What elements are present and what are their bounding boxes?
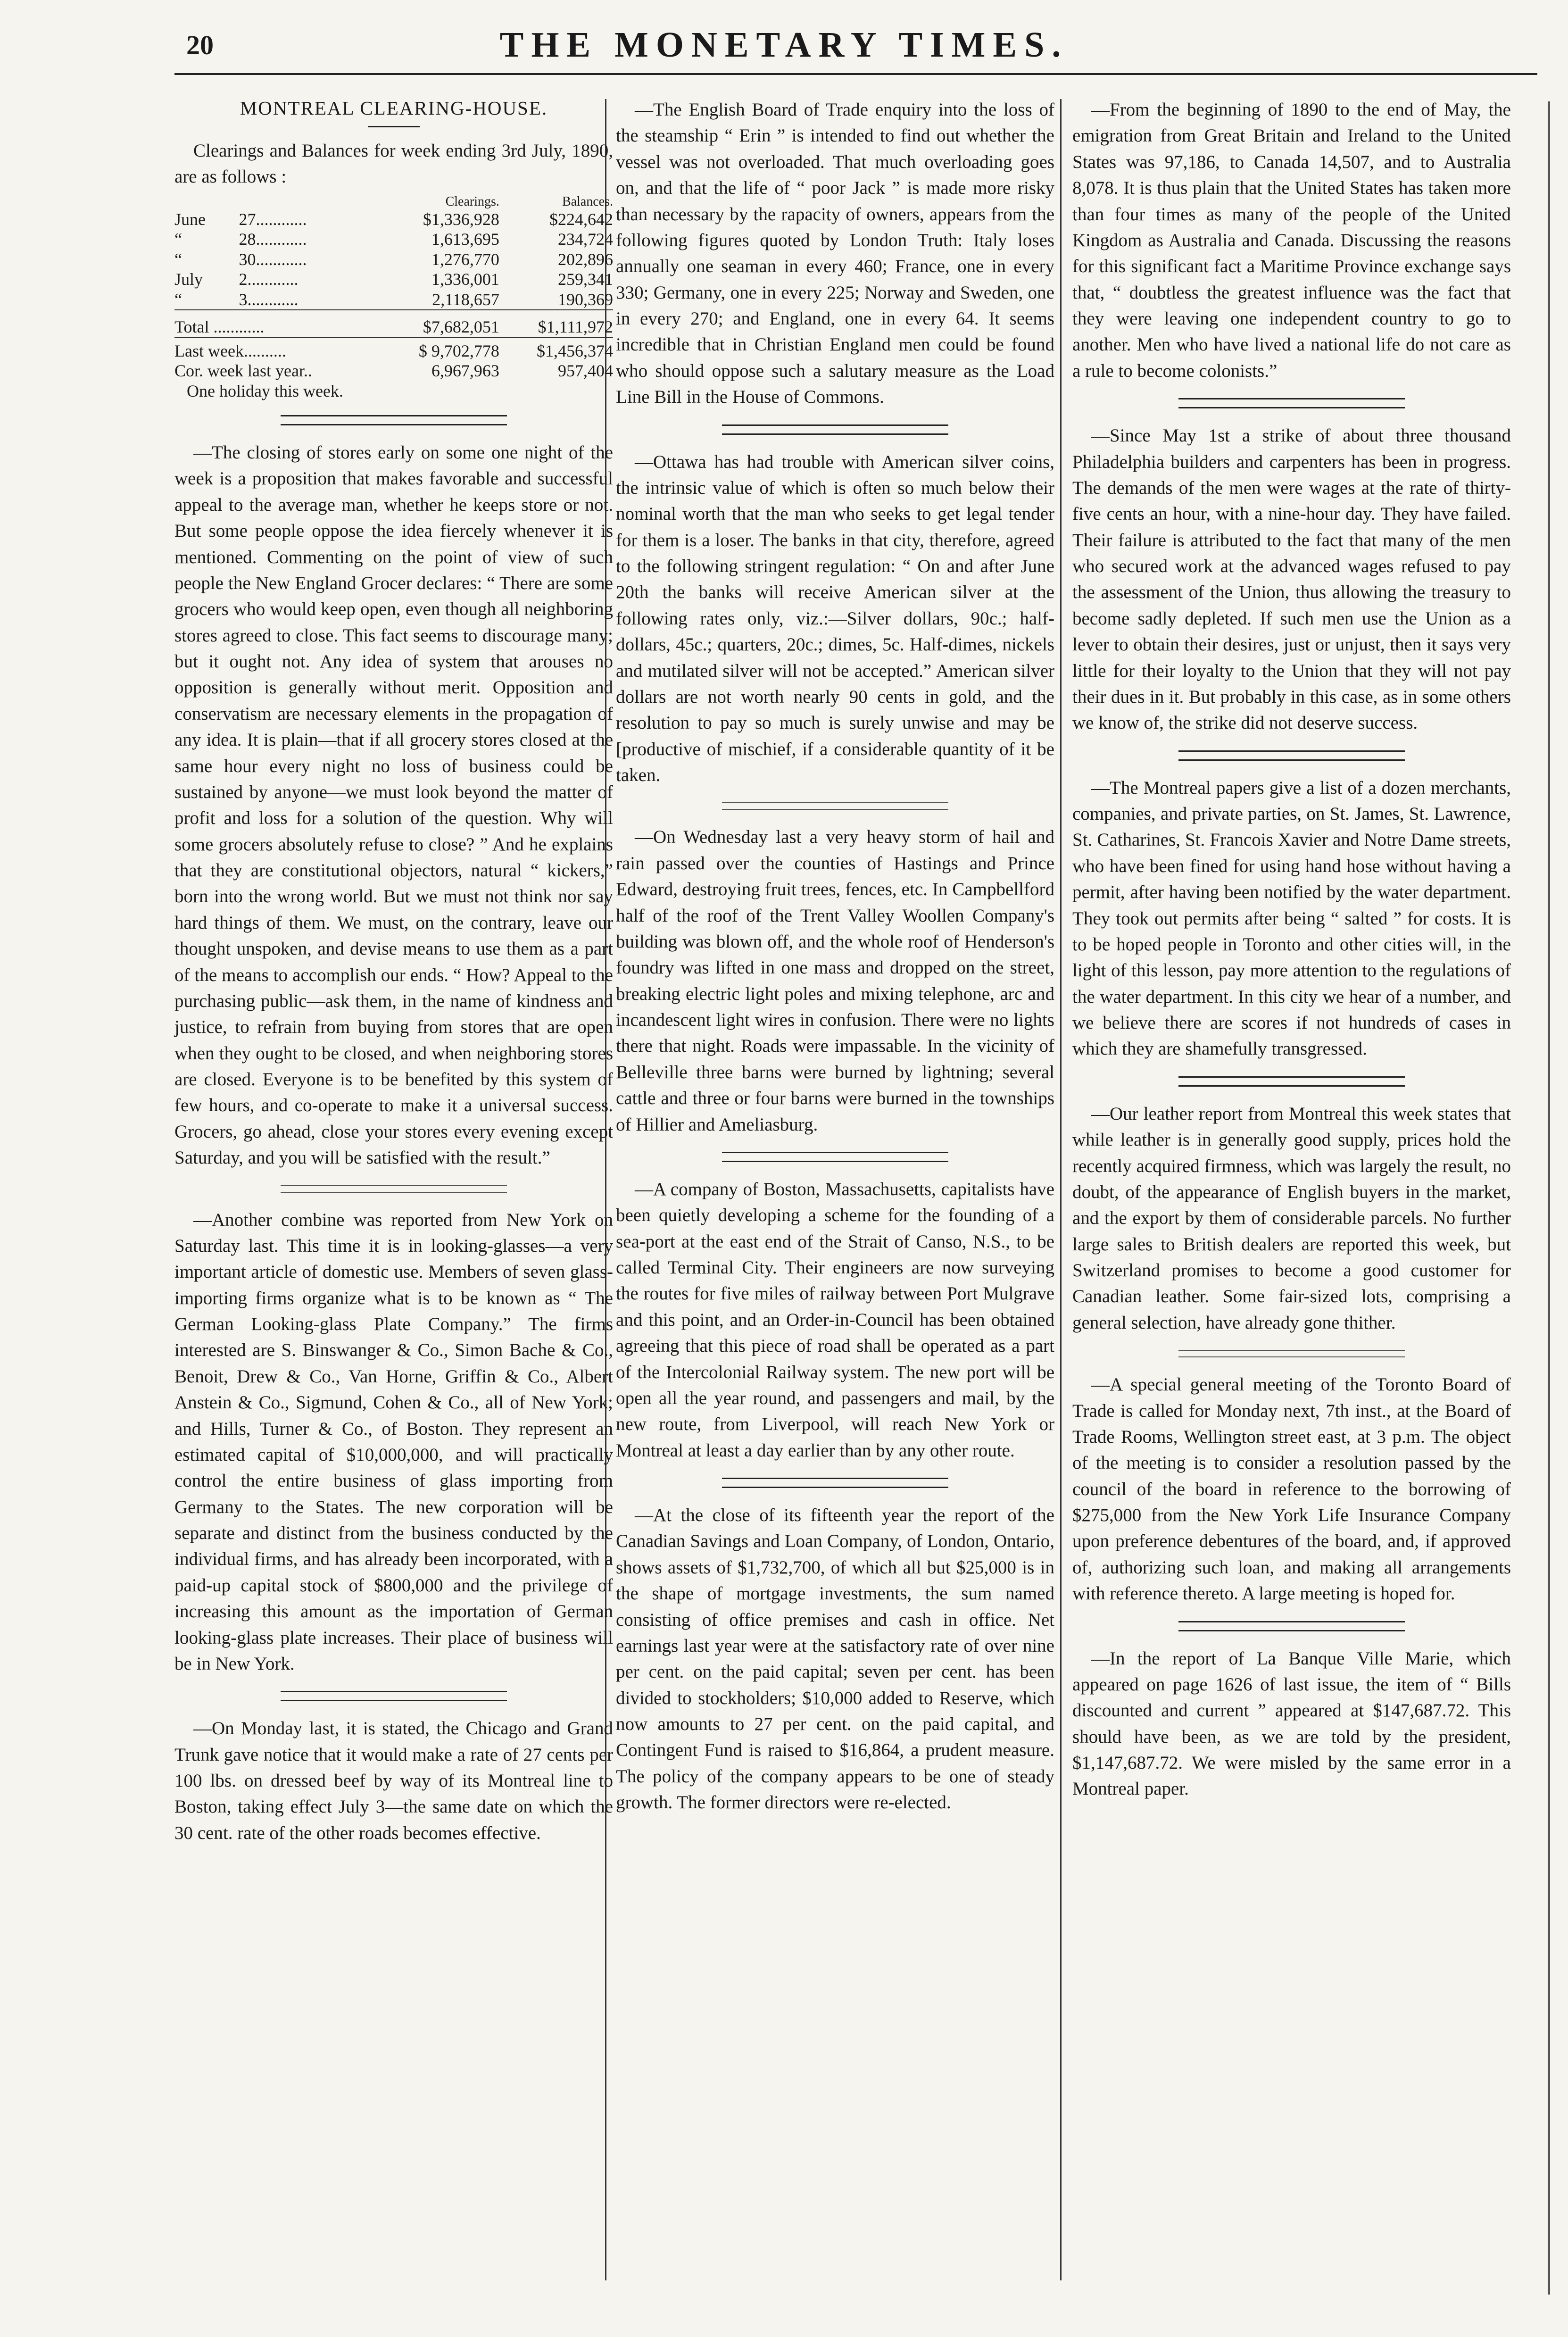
column-2 bbox=[616, 97, 1054, 1816]
row-balances: 259,341 bbox=[558, 270, 613, 289]
section-separator bbox=[281, 1691, 507, 1701]
row-month: June bbox=[174, 209, 206, 229]
article-philadelphia-strike: —Since May 1st a strike of about three thousand Philadelphia builders and carpenters has been in progress. The demands of the men were wages at the rate of thirty-five cents an hour, with a nine-hour day. They have failed. Their failure is attributed to the fact that many of the men who secured work at the advanced wages refused to pay the assessment of the Union, thus allowing the treasury to become sadly depleted. If such men use the Union as a lever to obtain their desires, just or unjust, then it says very little for their loyalty to the Union that they will not pay their dues in it. But probably in this case, as in some others we know of, the strike did not deserve success. bbox=[1072, 425, 1511, 733]
article-erin-enquiry: —The English Board of Trade enquiry into the loss of the steamship “ Erin ” is intended to find out whether the vessel was not overloaded. That much overloading goes on, and that the life of “ poor Jack ” is made more risky than necessary by the rapacity of owners, appears from the following figures quoted by London Truth: Italy loses annually one seaman in every 460; France, one in every 330; Germany, one in every 225; Norway and Sweden, one in every 270; and England, one in every 64. It seems incredible that in Christian England men could be found who should oppose such a salutary measure as the Load Line Bill in the House of Commons. bbox=[616, 100, 1054, 408]
row-clearings: $1,336,928 bbox=[423, 209, 499, 229]
row-balances: 190,369 bbox=[558, 290, 613, 309]
masthead bbox=[0, 0, 1568, 90]
cor-week-balances: 957,404 bbox=[558, 361, 613, 381]
article-banque-ville-marie: —In the report of La Banque Ville Marie, which appeared on page 1626 of last issue, the item of “ Bills discounted and current ” appeared at $147,687.72. This should have been, as we are told by the president, $1,147,687.72. We were misled by the same error in a Montreal paper. bbox=[1072, 1648, 1511, 1799]
newspaper-title: THE MONETARY TIMES. bbox=[499, 25, 1069, 65]
total-clearings: $7,682,051 bbox=[423, 317, 499, 337]
article-emigration: —From the beginning of 1890 to the end of May, the emigration from Great Britain and Ireland to the United States was 97,186, to Canada 14,507, and to Australia 8,078. It is thus plain that the United States has taken more than four times as many of the people of the United Kingdom as Australia and Canada. Discussing the reasons for this significant fact a Maritime Province exchange says that, “ doubtless the greatest influence was the fact that they were leaving one independent country to go to another. Men who have lived a national life do not care as a rule to become colonists.” bbox=[1072, 100, 1511, 381]
column-3 bbox=[1072, 97, 1511, 1802]
section-separator bbox=[722, 802, 948, 810]
article-hail-storm: —On Wednesday last a very heavy storm of hail and rain passed over the counties of Hastings and Prince Edward, destroying fruit trees, fences, etc. In Campbellford half of the roof of the Trent Valley Woollen Company's building was blown off, and the whole roof of Henderson's foundry was lifted in one mass and dropped on the street, breaking electric light poles and mixing telephone, arc and incandescent light wires in confusion. There were no lights there that night. Roads were impassable. In the vicinity of Belleville three barns were burned by lightning; several cattle and three or four barns were burned in the townships of Hillier and Ameliasburg. bbox=[616, 827, 1054, 1135]
row-balances: 202,896 bbox=[558, 250, 613, 269]
row-day: 3 bbox=[239, 290, 248, 309]
headline-rule bbox=[368, 126, 420, 127]
section-separator bbox=[1178, 1621, 1405, 1631]
row-clearings: 1,613,695 bbox=[431, 230, 499, 249]
section-separator bbox=[722, 1152, 948, 1162]
article-leather-report: —Our leather report from Montreal this week states that while leather is in generally good supply, prices hold the recently acquired firmness, which was largely the result, no doubt, of the appearance of English buyers in the market, and the export by them of considerable parcels. No further large sales to British dealers are reported this week, but Switzerland promises to become a good customer for Canadian leather. Some fair-sized lots, comprising a general selection, have already gone thither. bbox=[1072, 1103, 1511, 1333]
cor-week-label: Cor. week last year.. bbox=[174, 361, 312, 381]
section-separator bbox=[722, 1478, 948, 1488]
row-clearings: 2,118,657 bbox=[432, 290, 499, 309]
section-separator bbox=[1178, 1350, 1405, 1357]
article-board-of-trade-meeting: —A special general meeting of the Toronto Board of Trade is called for Monday next, 7th inst., at the Board of Trade Rooms, Wellington street east, at 3 p.m. The object of the meeting is to consider a resolution passed by the council of the board in reference to the borrowing of $275,000 from the New York Life Insurance Company upon preference debentures of the board, and, if approved of, authorizing such loan, and making all arrangements with reference thereto. A large meeting is hoped for. bbox=[1072, 1374, 1511, 1604]
row-clearings: 1,276,770 bbox=[431, 250, 499, 269]
row-balances: 234,724 bbox=[558, 230, 613, 249]
article-terminal-city: —A company of Boston, Massachusetts, capitalists have been quietly developing a scheme for the founding of a sea-port at the east end of the Strait of Canso, N.S., to be called Terminal City. Their engineers are now surveying the routes for five miles of railway between Port Mulgrave and this point, and an Order-in-Council has been obtained agreeing that this piece of road shall be operated as a part of the Intercolonial Railway system. The new port will be open all the year round, and passengers and mail, by the new route, from Liverpool, will reach New York or Montreal at least a day earlier than by any other route. bbox=[616, 1179, 1054, 1461]
column-divider-2 bbox=[1060, 99, 1062, 2280]
section-separator bbox=[281, 1185, 507, 1193]
col-header-clearings: Clearings. bbox=[445, 194, 499, 209]
total-row bbox=[174, 313, 613, 337]
table-row: “ 30............ 1,276,770 202,896 bbox=[174, 250, 613, 269]
page-number: 20 bbox=[186, 30, 214, 60]
row-month: July bbox=[174, 270, 203, 289]
row-day: 27 bbox=[239, 209, 256, 229]
last-week-label: Last week.......... bbox=[174, 341, 286, 360]
clearings-table bbox=[174, 194, 613, 401]
article-early-closing: —The closing of stores early on some one night of the week is a proposition that makes favorable and successful appeal to the average man, whether he keeps store or not. But some people oppose the idea fiercely whenever it is mentioned. Commenting on the point of view of such people the New England Grocer declares: “ There are some grocers who would keep open, even though all neighboring stores agreed to close. This fact seems to discourage many; but it ought not. Any idea of system that arouses no opposition is generally without merit. Opposition and conservatism are necessary elements in the propagation of any idea. It is plain—that if all grocery stores closed at the same hour every night no loss of business could be sustained by anyone—we must look beyond the matter of profit and loss for a solution of the question. Why will some grocers absolutely refuse to close? ” And he explains that they are constitutional objectors, natural “ kickers,” born into the wrong world. But we must not think nor say hard things of them. We must, on the contrary, leave our thought unspoken, and devise means to use them as a part of the means to accomplish our ends. “ How? Appeal to the purchasing public—ask them, in the name of kindness and justice, to refrain from buying from stores that are open when they ought to be closed, and when neighboring stores are closed. Everyone is to be benefited by this system of few hours, and co-operate to make it a universal success. Grocers, go ahead, close your stores every evening except Saturday, and you will be satisfied with the result.” bbox=[174, 442, 613, 1168]
article-american-silver: —Ottawa has had trouble with American silver coins, the intrinsic value of which is often so much below their nominal worth that the man who seeks to get legal tender for them is a loser. The banks in that city, therefore, agreed to the following stringent regulation: “ On and after June 20th the banks will receive American silver at the following rates only, viz.:—Silver dollars, 90c.; half-dollars, 45c.; quarters, 20c.; dimes, 5c. Half-dimes, nickels and mutilated silver will not be accepted.” American silver dollars are not worth nearly 90 cents in gold, and the resolution to pay so much is surely unwise and may be [productive of mischief, if a considerable quantity of it be taken. bbox=[616, 451, 1054, 785]
table-row: July 2............ 1,336,001 259,341 bbox=[174, 270, 613, 289]
article-hand-hose-fines: —The Montreal papers give a list of a dozen merchants, companies, and private parties, on St. James, St. Lawrence, St. Catharines, St. Francois Xavier and Notre Dame streets, who have been fined for using hand hose without having a permit, after having been notified by the water department. They took out permits after being “ salted ” for costs. It is to be hoped people in Toronto and other cities will, in the light of this lesson, pay more attention to the regulations of the water department. In this city we hear of a number, and we believe there are scores if not hundreds of cases in which they are shamefully transgressed. bbox=[1072, 777, 1511, 1059]
holiday-note: One holiday this week. bbox=[187, 381, 343, 400]
clearing-house-headline: MONTREAL CLEARING-HOUSE. bbox=[240, 97, 548, 119]
column-1 bbox=[174, 97, 613, 1846]
last-week-row bbox=[174, 341, 613, 361]
row-day: 28 bbox=[239, 230, 256, 249]
section-separator bbox=[1178, 750, 1405, 761]
total-balances: $1,111,972 bbox=[538, 317, 613, 337]
row-balances: $224,642 bbox=[549, 209, 613, 229]
masthead-rule bbox=[174, 73, 1537, 75]
section-separator bbox=[722, 424, 948, 435]
row-day: 30 bbox=[239, 250, 256, 269]
last-week-clearings: $ 9,702,778 bbox=[418, 341, 499, 360]
table-row: June 27............ $1,336,928 $224,642 bbox=[174, 209, 613, 229]
clearing-house-intro: Clearings and Balances for week ending 3rd July, 1890, are as follows : bbox=[174, 141, 613, 187]
row-clearings: 1,336,001 bbox=[431, 270, 499, 289]
page-edge-line bbox=[1548, 101, 1550, 2295]
cor-week-row bbox=[174, 361, 613, 381]
section-separator bbox=[281, 415, 507, 425]
article-grand-trunk-rate: —On Monday last, it is stated, the Chicago and Grand Trunk gave notice that it would make a rate of 27 cents per 100 lbs. on dressed beef by way of its Montreal line to Boston, taking effect July 3—the same date on which the 30 cent. rate of the other roads becomes effective. bbox=[174, 1718, 613, 1843]
total-label: Total ............ bbox=[174, 317, 265, 337]
col-header-balances: Balances. bbox=[562, 194, 613, 209]
section-separator bbox=[1178, 398, 1405, 408]
section-separator bbox=[1178, 1076, 1405, 1087]
row-month: “ bbox=[174, 230, 182, 249]
article-looking-glass-combine: —Another combine was reported from New York on Saturday last. This time it is in looking-glasses—a very important article of domestic use. Members of seven glass-importing firms organize what is to be known as “ The German Looking-glass Plate Company.” The firms interested are S. Binswanger & Co., Simon Bache & Co., Benoit, Drew & Co., Van Horne, Griffin & Co., Albert Anstein & Co., Sigmund, Cohen & Co., all of New York; and Hills, Turner & Co., of Boston. They represent an estimated capital of $10,000,000, and will practically control the entire business of glass importing from Germany to the States. The new corporation will be separate and distinct from the business conducted by the individual firms, and has already been incorporated, with a paid-up capital stock of $800,000 and the privilege of increasing this amount as the importation of German looking-glass plate increases. Their place of business will be in New York. bbox=[174, 1209, 613, 1674]
cor-week-clearings: 6,967,963 bbox=[431, 361, 499, 381]
table-row: “ 28............ 1,613,695 234,724 bbox=[174, 230, 613, 249]
article-canadian-savings: —At the close of its fifteenth year the report of the Canadian Savings and Loan Company, of London, Ontario, shows assets of $1,732,700, of which all but $25,000 is in the shape of mortgage investments, the sum named consisting of office premises and cash in office. Net earnings last year were at the satisfactory rate of over nine per cent. on the paid capital; seven per cent. has been divided to stockholders; $10,000 added to Reserve, which now amounts to 27 per cent. on the paid capital, and Contingent Fund is raised to $16,864, a prudent measure. The policy of the company appears to be one of steady growth. The former directors were re-elected. bbox=[616, 1505, 1054, 1813]
row-month: “ bbox=[174, 290, 182, 309]
row-day: 2 bbox=[239, 270, 248, 289]
last-week-balances: $1,456,374 bbox=[537, 341, 613, 360]
table-row: “ 3............ 2,118,657 190,369 bbox=[174, 290, 613, 310]
row-month: “ bbox=[174, 250, 182, 269]
